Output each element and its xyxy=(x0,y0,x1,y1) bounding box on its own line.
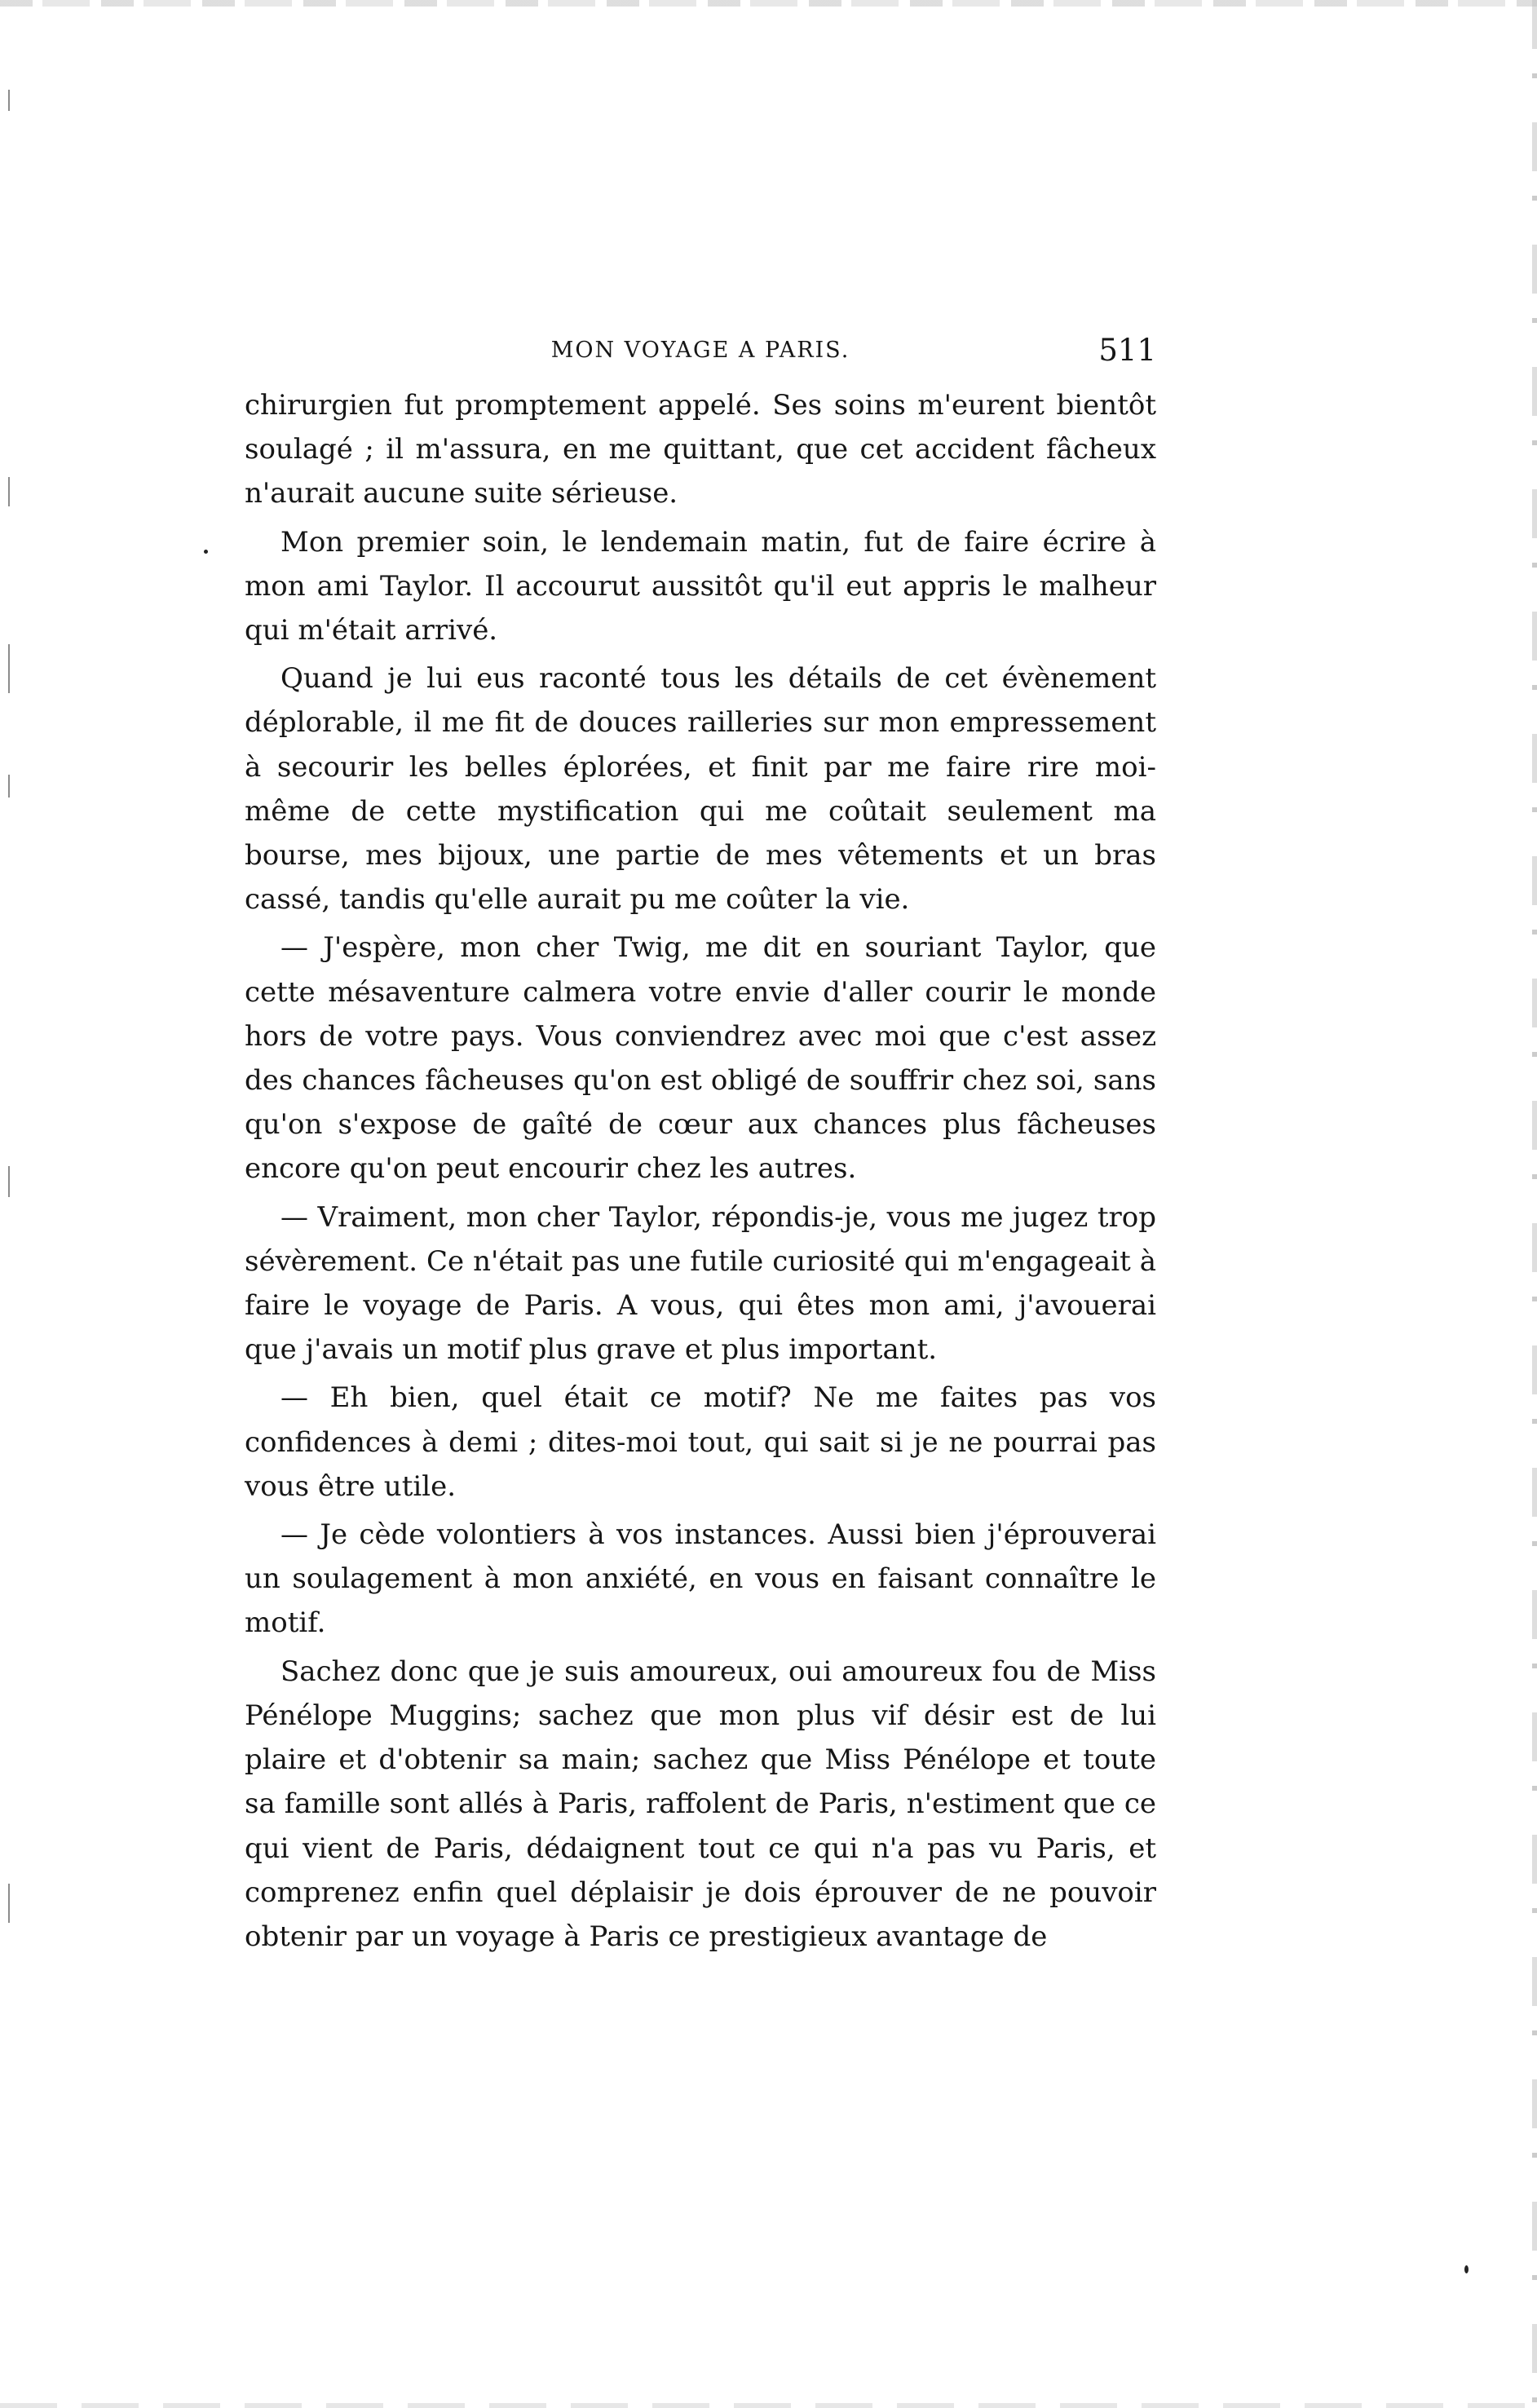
paragraph: Quand je lui eus raconté tous les détails de cet évènement déplorable, il me fit de douces railleries sur mon empressement à secourir les belles éplorées, et finit par me faire rire moi-même de cette mystification qui me coûtait seulement ma bourse, mes bijoux, une partie de mes vêtements et un bras cassé, tandis qu'elle aurait pu me coûter la vie. xyxy=(245,662,1156,917)
paragraph: Sachez donc que je suis amoureux, oui amoureux fou de Miss Pénélope Muggins; sachez que mon plus vif désir est de lui plaire et d'obtenir sa main; sachez que Miss Pénélope et toute sa famille sont allés à Paris, raffolent de Paris, n'estiment que ce qui vient de Paris, dédaignent tout ce qui n'a pas vu Paris, et comprenez enfin quel déplaisir je dois éprouver de ne pouvoir obtenir par un voyage à Paris ce prestigieux avantage de xyxy=(245,1655,1156,1953)
scan-margin-mark xyxy=(8,644,10,693)
scan-margin-mark xyxy=(8,1166,10,1197)
scan-speck xyxy=(204,550,208,554)
paragraph: — Vraiment, mon cher Taylor, répondis-je, vous me jugez trop sévèrement. Ce n'était pas une futile curiosité qui m'engageait à faire le voyage de Paris. A vous, qui êtes mon ami, j'avouerai que j'avais un motif plus grave et plus important. xyxy=(245,1200,1156,1367)
scan-margin-mark xyxy=(8,90,10,111)
paragraph: Mon premier soin, le lendemain matin, fut de faire écrire à mon ami Taylor. Il accourut aussitôt qu'il eut appris le malheur qui m'était arrivé. xyxy=(245,525,1156,647)
scan-speck xyxy=(1464,2265,1469,2273)
scan-edge-bottom xyxy=(0,2403,1537,2408)
running-title: MON VOYAGE A PARIS. xyxy=(550,338,850,363)
paragraph: — J'espère, mon cher Twig, me dit en souriant Taylor, que cette mésaventure calmera votre envie d'aller courir le monde hors de votre pays. Vous conviendrez avec moi que c'est assez des chances fâcheuses qu'on est obligé de souffrir chez soi, sans qu'on s'expose de gaîté de cœur aux chances plus fâcheuses encore qu'on peut encourir chez les autres. xyxy=(245,931,1156,1186)
paragraph: — Je cède volontiers à vos instances. Aussi bien j'éprouverai un soulagement à mon anxiété, en vous en faisant connaître le motif. xyxy=(245,1518,1156,1640)
running-head xyxy=(245,333,1156,373)
scan-margin-mark xyxy=(8,477,10,506)
body-text xyxy=(245,383,1156,1959)
scan-margin-mark xyxy=(8,775,10,798)
paragraph: chirurgien fut promptement appelé. Ses soins m'eurent bientôt soulagé ; il m'assura, en me quittant, que cet accident fâcheux n'aurait aucune suite sérieuse. xyxy=(245,389,1156,510)
page-number: 511 xyxy=(1098,333,1156,368)
scan-edge-top xyxy=(0,0,1537,7)
paragraph: — Eh bien, quel était ce motif? Ne me faites pas vos confidences à demi ; dites-moi tout, qui sait si je ne pourrai pas vous être utile. xyxy=(245,1381,1156,1503)
scan-margin-mark xyxy=(8,1884,10,1923)
scan-edge-right xyxy=(1532,0,1537,2408)
